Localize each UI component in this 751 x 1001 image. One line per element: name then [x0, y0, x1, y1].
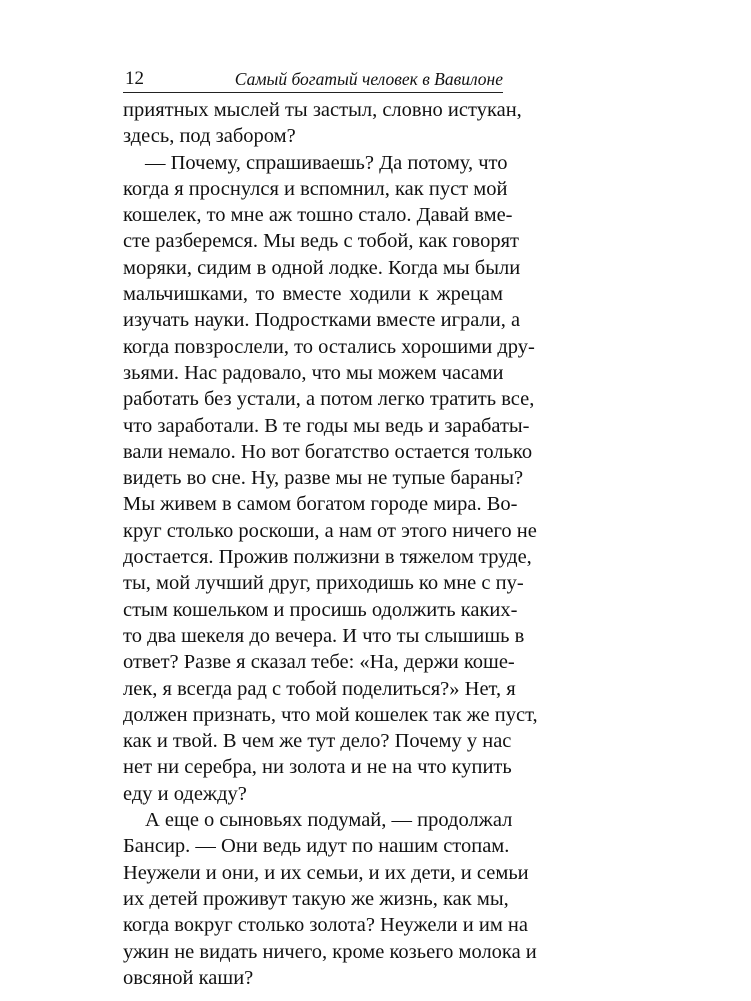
text-line: здесь, под забором?	[123, 125, 296, 148]
text-line: ты, мой лучший друг, приходишь ко мне с пу-	[123, 572, 524, 595]
text-line: что заработали. В те годы мы ведь и зарабаты-	[123, 414, 530, 437]
text-line: должен признать, что мой кошелек так же пуст,	[123, 703, 538, 726]
text-line: стым кошельком и просишь одолжить каких-	[123, 598, 518, 621]
text-line: изучать науки. Подростками вместе играли, а	[123, 309, 521, 332]
text-line: ужин не видать ничего, кроме козьего молока и	[123, 940, 537, 963]
text-line: — Почему, спрашиваешь? Да потому, что	[145, 151, 508, 174]
text-line: овсяной каши?	[123, 966, 254, 989]
text-line: круг столько роскоши, а нам от этого ничего не	[123, 519, 537, 542]
text-line: работать без устали, а потом легко тратить все,	[123, 388, 535, 411]
text-line: Мы живем в самом богатом городе мира. Во-	[123, 493, 518, 516]
text-line: мальчишками, то вместе ходили к жрецам	[123, 283, 503, 306]
text-line: Неужели и они, и их семьи, и их дети, и семьи	[123, 861, 529, 884]
text-line: вали немало. Но вот богатство остается только	[123, 440, 533, 463]
book-title: Самый богатый человек в Вавилоне	[234, 69, 503, 89]
page-number: 12	[125, 68, 144, 89]
body-text	[123, 97, 538, 991]
text-line: как и твой. В чем же тут дело? Почему у нас	[123, 730, 512, 753]
text-line: кошелек, то мне аж тошно стало. Давай вме-	[123, 204, 513, 227]
text-line: еду и одежду?	[123, 782, 247, 805]
text-line: ответ? Разве я сказал тебе: «На, держи коше-	[123, 651, 515, 674]
text-line: видеть во сне. Ну, разве мы не тупые бараны?	[123, 467, 524, 490]
text-line: когда я проснулся и вспомнил, как пуст мой	[123, 177, 508, 200]
text-line: то два шекеля до вечера. И что ты слышишь в	[123, 624, 525, 647]
text-line: их детей проживут такую же жизнь, как мы,	[123, 887, 509, 910]
text-line: лек, я всегда рад с тобой поделиться?» Нет, я	[123, 677, 516, 700]
text-line: моряки, сидим в одной лодке. Когда мы были	[123, 256, 521, 279]
text-line: когда повзрослели, то остались хорошими дру-	[123, 335, 535, 358]
text-line: достается. Прожив полжизни в тяжелом труде,	[123, 546, 532, 569]
text-line: нет ни серебра, ни золота и не на что купить	[123, 756, 512, 779]
running-header	[123, 64, 503, 93]
text-line: когда вокруг столько золота? Неужели и им на	[123, 914, 528, 937]
text-line: приятных мыслей ты застыл, словно истукан,	[123, 99, 522, 121]
book-page	[123, 64, 538, 991]
text-line: сте разберемся. Мы ведь с тобой, как говорят	[123, 230, 519, 253]
text-line: А еще о сыновьях подумай, — продолжал	[145, 809, 513, 832]
text-line: Бансир. — Они ведь идут по нашим стопам.	[123, 835, 510, 858]
text-line: зьями. Нас радовало, что мы можем часами	[123, 361, 504, 384]
